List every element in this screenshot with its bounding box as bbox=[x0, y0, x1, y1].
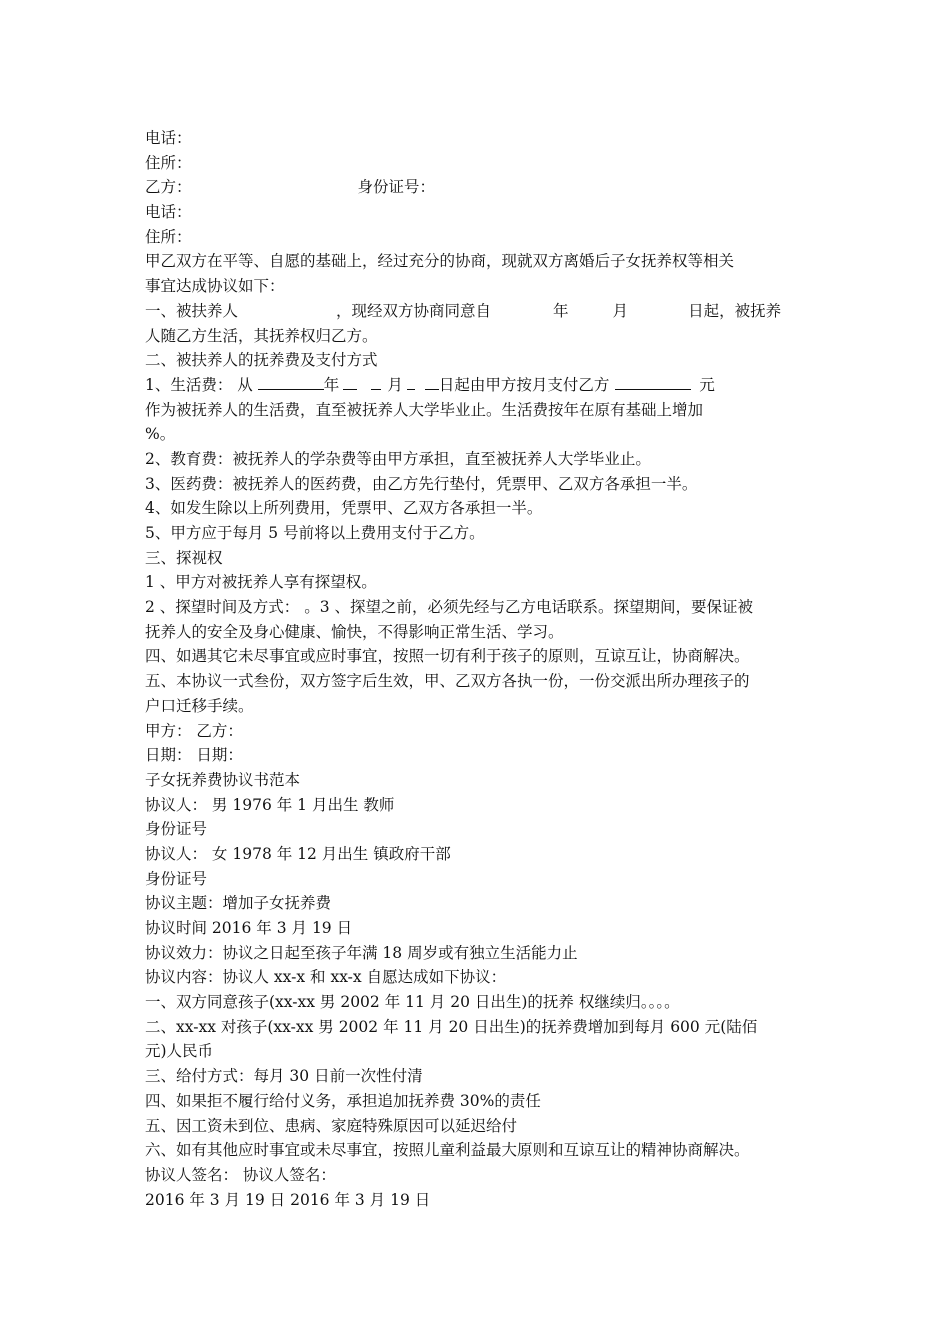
party-b-label: 乙方： bbox=[145, 178, 192, 197]
other-expense-line: 4、如发生除以上所列费用，凭票甲、乙双方各承担一半。 bbox=[145, 499, 543, 518]
clause-1-agreed-text: ，现经双方协商同意自 bbox=[336, 301, 492, 320]
party-b-address-label: 住所： bbox=[145, 227, 192, 246]
term-2-line-1: 二、xx-xx 对孩子(xx-xx 男 2002 年 11 月 20 日出生)的抚养费增加到每月 600 元(陆佰 bbox=[145, 1017, 758, 1036]
signature-date-line: 2016 年 3 月 19 日 2016 年 3 月 19 日 bbox=[145, 1190, 431, 1209]
clause-1-day-text: 日起，被抚养 bbox=[688, 301, 782, 320]
section-5-line-1: 五、本协议一式叁份，双方签字后生效，甲、乙双方各执一份，一份交派出所办理孩子的 bbox=[145, 672, 750, 691]
education-expense-line: 2、教育费：被抚养人的学杂费等由甲方承担，直至被抚养人大学毕业止。 bbox=[145, 449, 651, 468]
living-expense-line-3: %。 bbox=[145, 425, 176, 444]
living-expense-day-blank-b bbox=[425, 375, 439, 390]
party-a-address-label: 住所： bbox=[145, 153, 192, 172]
living-expense-line-2: 作为被抚养人的生活费，直至被抚养人大学毕业止。生活费按年在原有基础上增加 bbox=[145, 400, 704, 419]
living-expense-amount-blank bbox=[615, 375, 691, 390]
signatories-line: 协议人签名： 协议人签名： bbox=[145, 1165, 336, 1184]
agreement-subject: 协议主题：增加子女抚养费 bbox=[145, 894, 332, 913]
living-expense-year-blank bbox=[258, 375, 324, 390]
agreement-date: 协议时间 2016 年 3 月 19 日 bbox=[145, 919, 353, 937]
signature-parties-line: 甲方： 乙方： bbox=[145, 721, 243, 740]
term-1: 一、双方同意孩子(xx-xx 男 2002 年 11 月 20 日出生)的抚养 权继续归。。。。 bbox=[145, 993, 680, 1012]
visitation-clause-1: 1 、甲方对被抚养人享有探望权。 bbox=[145, 573, 377, 592]
agreement-text bbox=[145, 126, 815, 1212]
living-expense-month-blank-b bbox=[371, 375, 381, 390]
party-2-id-label: 身份证号 bbox=[145, 869, 208, 888]
template-title: 子女抚养费协议书范本 bbox=[145, 770, 301, 789]
agreement-content: 协议内容：协议人 xx-x 和 xx-x 自愿达成如下协议： bbox=[145, 968, 507, 987]
payment-date-line: 5、甲方应于每月 5 号前将以上费用支付于乙方。 bbox=[145, 524, 485, 542]
party-b-phone-label: 电话： bbox=[145, 203, 192, 222]
living-expense-payment-text: 日起由甲方按月支付乙方 bbox=[438, 375, 610, 394]
medical-expense-line: 3、医药费：被抚养人的医药费，由乙方先行垫付，凭票甲、乙双方各承担一半。 bbox=[145, 474, 698, 493]
section-2-heading: 二、被扶养人的抚养费及支付方式 bbox=[145, 351, 378, 370]
section-3-heading: 三、探视权 bbox=[145, 548, 223, 567]
clause-1-month-label: 月 bbox=[612, 301, 629, 320]
party-1-info: 协议人： 男 1976 年 1 月出生 教师 bbox=[145, 795, 395, 814]
clause-1-line-1 bbox=[145, 299, 815, 324]
living-expense-day-blank-a bbox=[407, 375, 415, 390]
party-b-row bbox=[145, 175, 815, 200]
term-2-line-2: 元)人民币 bbox=[145, 1042, 214, 1061]
living-expense-month-label: 月 bbox=[387, 375, 403, 394]
agreement-validity: 协议效力：协议之日起至孩子年满 18 周岁或有独立生活能力止 bbox=[145, 943, 578, 962]
party-a-phone-label: 电话： bbox=[145, 129, 192, 147]
term-3: 三、给付方式：每月 30 日前一次性付清 bbox=[145, 1067, 423, 1086]
party-1-id-label: 身份证号 bbox=[145, 820, 208, 839]
signature-dates-line: 日期： 日期： bbox=[145, 746, 243, 765]
living-expense-year-label: 年 bbox=[323, 375, 340, 394]
living-expense-label: 1、生活费： 从 bbox=[145, 375, 253, 394]
living-expense-currency-label: 元 bbox=[699, 375, 715, 394]
term-5: 五、因工资未到位、患病、家庭特殊原因可以延迟给付 bbox=[145, 1116, 518, 1135]
living-expense-line-1 bbox=[145, 373, 815, 398]
clause-1-year-label: 年 bbox=[553, 301, 569, 320]
clause-1-dependent-label: 一、被扶养人 bbox=[145, 301, 239, 320]
clause-1-line-2: 人随乙方生活，其抚养权归乙方。 bbox=[145, 326, 378, 345]
party-b-id-label: 身份证号： bbox=[357, 178, 436, 197]
term-6: 六、如有其他应时事宜或未尽事宜，按照儿童利益最大原则和互谅互让的精神协商解决。 bbox=[145, 1141, 750, 1160]
party-2-info: 协议人： 女 1978 年 12 月出生 镇政府干部 bbox=[145, 844, 451, 863]
preamble-line-1: 甲乙双方在平等、自愿的基础上，经过充分的协商，现就双方离婚后子女抚养权等相关 bbox=[145, 252, 735, 271]
living-expense-month-blank-a bbox=[343, 375, 357, 390]
visitation-clause-2-line-2: 抚养人的安全及身心健康、愉快，不得影响正常生活、学习。 bbox=[145, 622, 564, 641]
visitation-clause-2-line-1: 2 、探望时间及方式： 。3 、探望之前，必须先经与乙方电话联系。探望期间，要保证被 bbox=[145, 598, 754, 617]
section-4-line: 四、如遇其它未尽事宜或应时事宜，按照一切有利于孩子的原则，互谅互让，协商解决。 bbox=[145, 647, 750, 666]
preamble-line-2: 事宜达成协议如下： bbox=[145, 277, 285, 296]
section-5-line-2: 户口迁移手续。 bbox=[145, 696, 254, 715]
term-4: 四、如果拒不履行给付义务，承担追加抚养费 30%的责任 bbox=[145, 1091, 541, 1110]
